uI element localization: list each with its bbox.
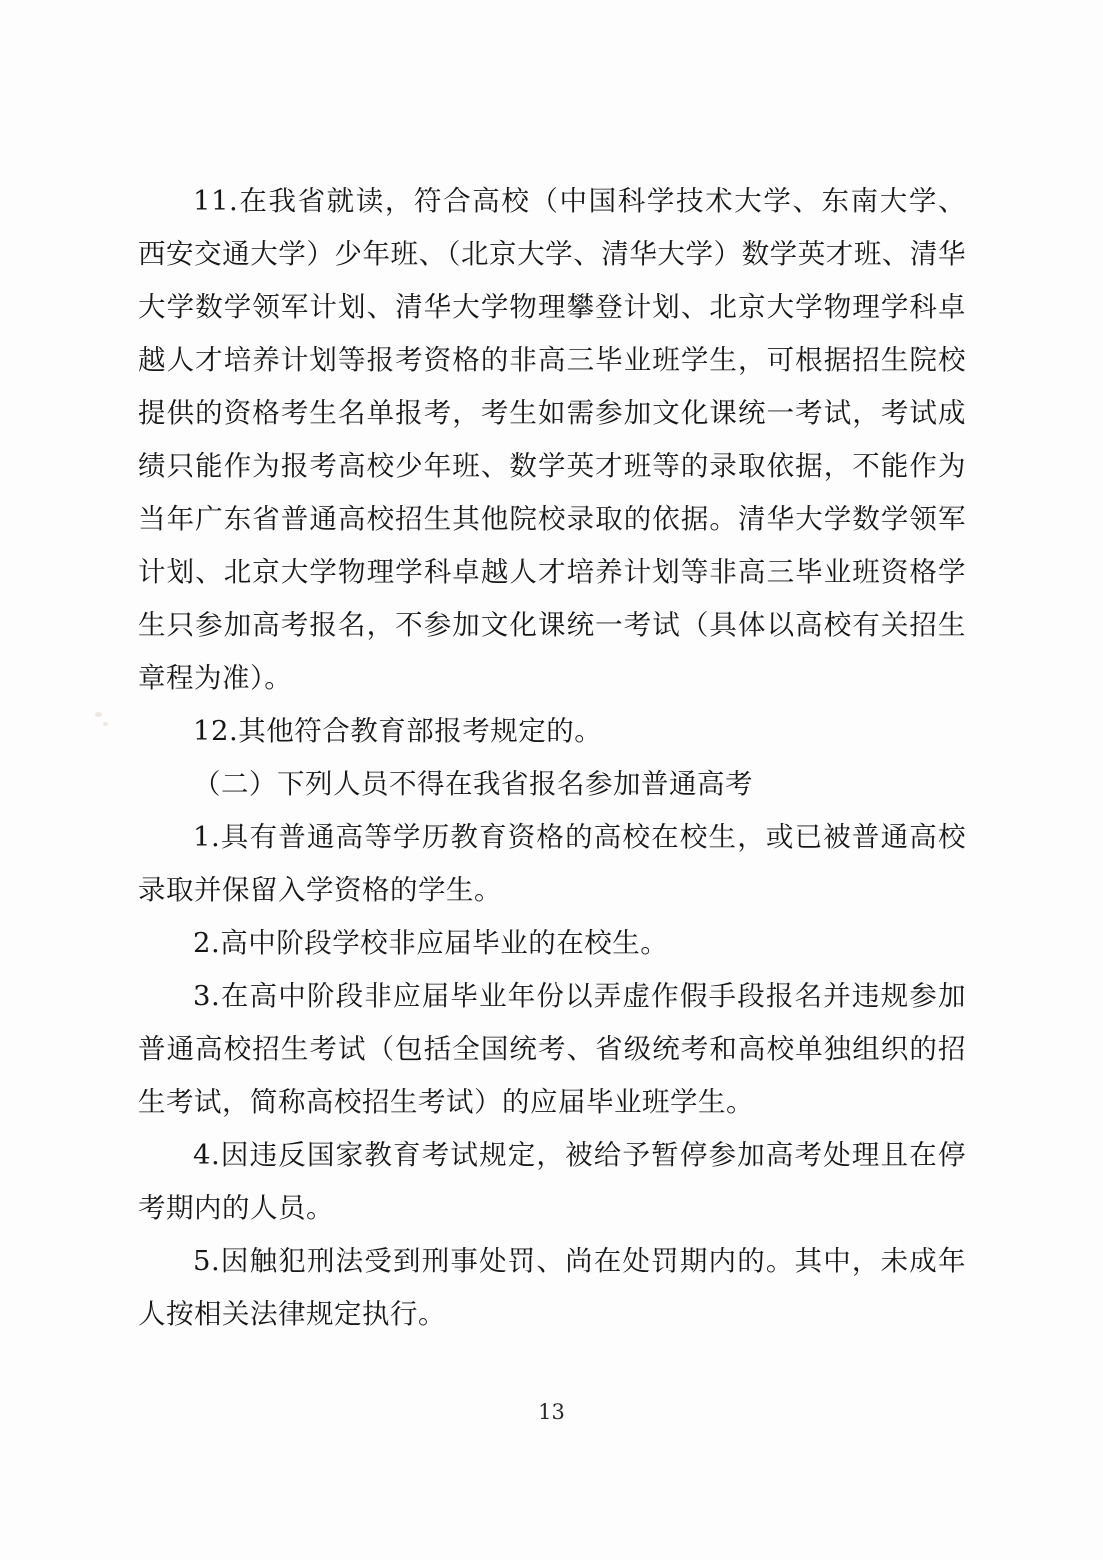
- paragraph-item-2: 2.高中阶段学校非应届毕业的在校生。: [193, 927, 669, 959]
- page-number: 13: [538, 1400, 565, 1424]
- paragraph-item-3: 3.在高中阶段非应届毕业年份以弄虚作假手段报名并违规参加普通高校招生考试（包括全国统考、省级统考和高校单独组织的招生考试，简称高校招生考试）的应届毕业班学生。: [138, 980, 966, 1118]
- paper-speck: [103, 722, 108, 726]
- document-body: [138, 175, 966, 1341]
- paragraph-item-1: 1.具有普通高等学历教育资格的高校在校生，或已被普通高校录取并保留入学资格的学生。: [138, 821, 966, 906]
- paper-speck: [95, 712, 102, 717]
- section-heading-2: （二）下列人员不得在我省报名参加普通高考: [193, 768, 753, 800]
- paragraph-item-4: 4.因违反国家教育考试规定，被给予暂停参加高考处理且在停考期内的人员。: [138, 1139, 966, 1224]
- paragraph-12: 12.其他符合教育部报考规定的。: [193, 715, 603, 747]
- paragraph-11: 11.在我省就读，符合高校（中国科学技术大学、东南大学、西安交通大学）少年班、（北京大学、清华大学）数学英才班、清华大学数学领军计划、清华大学物理攀登计划、北京大学物理学科卓越人才培养计划等报考资格的非高三毕业班学生，可根据招生院校提供的资格考生名单报考，考生如需参加文化课统一考试，考试成绩只能作为报考高校少年班、数学英才班等的录取依据，不能作为当年广东省普通高校招生其他院校录取的依据。清华大学数学领军计划、北京大学物理学科卓越人才培养计划等非高三毕业班资格学生只参加高考报名，不参加文化课统一考试（具体以高校有关招生章程为准）。: [138, 185, 966, 694]
- paragraph-item-5: 5.因触犯刑法受到刑事处罚、尚在处罚期内的。其中，未成年人按相关法律规定执行。: [138, 1245, 966, 1330]
